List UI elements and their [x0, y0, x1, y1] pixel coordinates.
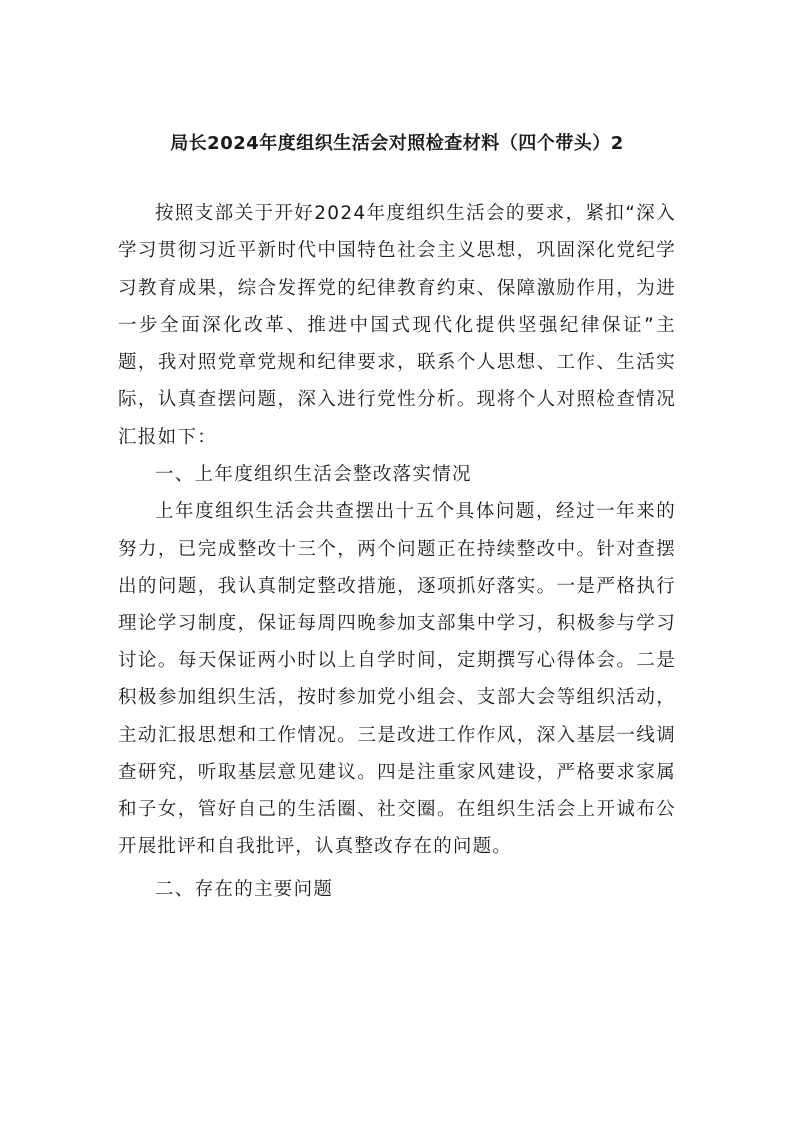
section-heading-2: 二、存在的主要问题: [155, 879, 334, 901]
document-title: 局长2024年度组织生活会对照检查材料（四个带头）2: [170, 133, 624, 154]
intro-paragraph: 按照支部关于开好2024年度组织生活会的要求，紧扣“深入学习贯彻习近平新时代中国特色社会主义思想，巩固深化党纪学习教育成果，综合发挥党的纪律教育约束、保障激励作用，为进一步全面深化改革、推进中国式现代化提供坚强纪律保证”主题，我对照党章党规和纪律要求，联系个人思想、工作、生活实际，认真查摆问题，深入进行党性分析。现将个人对照检查情况汇报如下：: [118, 203, 676, 448]
section-1-paragraph: 上年度组织生活会共查摆出十五个具体问题，经过一年来的努力，已完成整改十三个，两个问题正在持续整改中。针对查摆出的问题，我认真制定整改措施，逐项抓好落实。一是严格执行理论学习制度，保证每周四晚参加支部集中学习，积极参与学习讨论。每天保证两小时以上自学时间，定期撰写心得体会。二是积极参加组织生活，按时参加党小组会、支部大会等组织活动，主动汇报思想和工作情况。三是改进工作作风，深入基层一线调查研究，听取基层意见建议。四是注重家风建设，严格要求家属和子女，管好自己的生活圈、社交圈。在组织生活会上开诚布公开展批评和自我批评，认真整改存在的问题。: [118, 501, 676, 858]
section-heading-1: 一、上年度组织生活会整改落实情况: [155, 464, 472, 486]
document-body: [118, 195, 676, 909]
